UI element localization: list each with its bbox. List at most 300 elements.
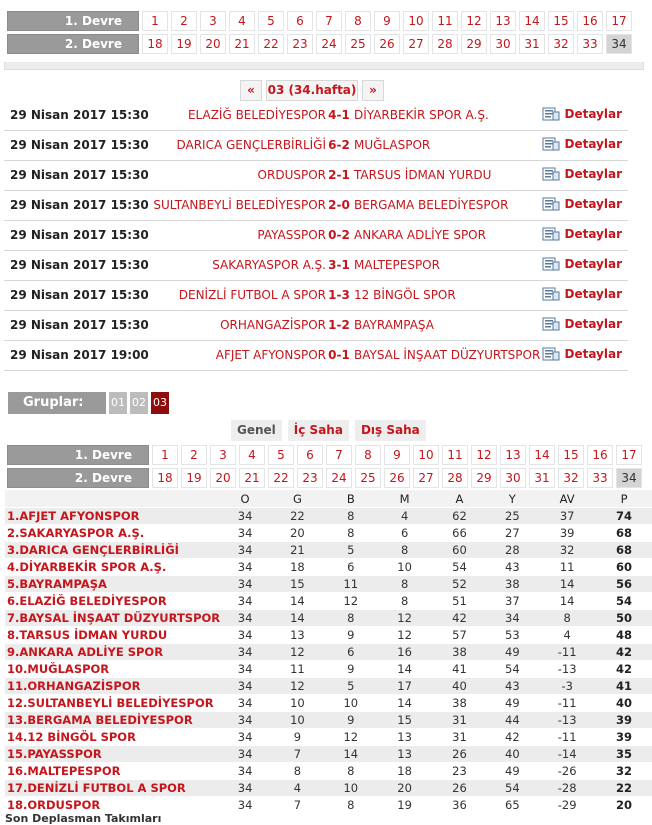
stat-cell: 14 bbox=[325, 746, 377, 762]
stat-cell: 34 bbox=[220, 576, 270, 592]
stat-cell: 12 bbox=[325, 593, 377, 609]
stat-cell: 34 bbox=[486, 610, 538, 626]
team-link[interactable]: 16.MALTEPESPOR bbox=[5, 763, 220, 779]
match-date: 29 Nisan 2017 15:30 bbox=[10, 288, 149, 302]
standings-row bbox=[5, 695, 652, 711]
standings-row bbox=[5, 542, 652, 558]
week-3-button[interactable]: 3 bbox=[210, 445, 236, 465]
group-02-button[interactable]: 02 bbox=[130, 392, 148, 414]
stat-cell: 42 bbox=[486, 729, 538, 745]
week-11-button[interactable]: 11 bbox=[442, 445, 468, 465]
stat-cell: 7 bbox=[270, 797, 325, 813]
match-details-link[interactable] bbox=[542, 317, 622, 331]
stat-cell: 8 bbox=[377, 576, 433, 592]
away-team-link[interactable]: BERGAMA BELEDİYESPOR bbox=[354, 198, 509, 212]
tab-genel[interactable]: Genel bbox=[231, 420, 282, 441]
week-29-button[interactable]: 29 bbox=[471, 468, 497, 488]
stat-cell: 23 bbox=[433, 763, 487, 779]
team-link[interactable]: 11.ORHANGAZİSPOR bbox=[5, 678, 220, 694]
devre2-row bbox=[7, 34, 632, 54]
stat-cell: 16 bbox=[377, 644, 433, 660]
standings-row bbox=[5, 763, 652, 779]
home-team-link[interactable]: ORHANGAZİSPOR bbox=[220, 318, 326, 332]
match-score[interactable]: 4-1 bbox=[328, 108, 350, 122]
document-icon bbox=[542, 317, 560, 331]
stat-cell: 34 bbox=[220, 559, 270, 575]
stat-cell: 13 bbox=[270, 627, 325, 643]
week-17-button[interactable]: 17 bbox=[616, 445, 642, 465]
match-row bbox=[4, 191, 628, 221]
week-20-button[interactable]: 20 bbox=[210, 468, 236, 488]
week-7-button[interactable]: 7 bbox=[316, 11, 342, 31]
week-27-button[interactable]: 27 bbox=[413, 468, 439, 488]
stat-cell: 53 bbox=[486, 627, 538, 643]
match-score[interactable]: 1-3 bbox=[328, 288, 350, 302]
document-icon bbox=[542, 137, 560, 151]
week-11-button[interactable]: 11 bbox=[432, 11, 458, 31]
stat-cell: 6 bbox=[377, 525, 433, 541]
match-date: 29 Nisan 2017 15:30 bbox=[10, 108, 149, 122]
devre1-row bbox=[7, 445, 642, 465]
stat-cell: 12 bbox=[325, 729, 377, 745]
week-15-button[interactable]: 15 bbox=[548, 11, 574, 31]
team-link[interactable]: 18.ORDUSPOR bbox=[5, 797, 220, 813]
week-24-button[interactable]: 24 bbox=[326, 468, 352, 488]
stat-cell: 12 bbox=[270, 644, 325, 660]
stat-cell: 49 bbox=[486, 644, 538, 660]
week-27-button[interactable]: 27 bbox=[403, 34, 429, 54]
standings-row bbox=[5, 661, 652, 677]
away-team-link[interactable]: ANKARA ADLİYE SPOR bbox=[354, 228, 486, 242]
week-8-button[interactable]: 8 bbox=[345, 11, 371, 31]
stat-cell: -26 bbox=[538, 763, 596, 779]
match-score[interactable]: 2-1 bbox=[328, 168, 350, 182]
prev-week-button[interactable]: « bbox=[240, 80, 262, 101]
week-20-button[interactable]: 20 bbox=[200, 34, 226, 54]
stat-cell: 9 bbox=[270, 729, 325, 745]
week-2-button[interactable]: 2 bbox=[181, 445, 207, 465]
stat-cell: 40 bbox=[486, 746, 538, 762]
details-label: Detaylar bbox=[564, 257, 622, 271]
stat-cell: 25 bbox=[486, 508, 538, 524]
standings-row bbox=[5, 797, 652, 813]
week-19-button[interactable]: 19 bbox=[181, 468, 207, 488]
match-score[interactable]: 6-2 bbox=[328, 138, 350, 152]
week-32-button[interactable]: 32 bbox=[558, 468, 584, 488]
stat-cell: 8 bbox=[325, 763, 377, 779]
team-link[interactable]: 10.MUĞLASPOR bbox=[5, 661, 220, 677]
stat-cell: 34 bbox=[220, 661, 270, 677]
match-row bbox=[4, 131, 628, 161]
week-13-button[interactable]: 13 bbox=[500, 445, 526, 465]
stat-cell: 26 bbox=[433, 746, 487, 762]
points-cell: 41 bbox=[596, 678, 652, 694]
away-team-link[interactable]: 12 BİNGÖL SPOR bbox=[354, 288, 456, 302]
standings-row bbox=[5, 678, 652, 694]
match-row bbox=[4, 101, 628, 131]
stat-cell: 42 bbox=[433, 610, 487, 626]
team-link[interactable]: 13.BERGAMA BELEDİYESPOR bbox=[5, 712, 220, 728]
stat-cell: 12 bbox=[377, 610, 433, 626]
standings-header-row bbox=[5, 490, 652, 507]
home-team-link[interactable]: ORDUSPOR bbox=[257, 168, 326, 182]
match-score[interactable]: 1-2 bbox=[328, 318, 350, 332]
stat-cell: 20 bbox=[377, 780, 433, 796]
home-team-link[interactable]: SAKARYASPOR A.Ş. bbox=[212, 258, 326, 272]
week-23-button[interactable]: 23 bbox=[287, 34, 313, 54]
team-link[interactable]: 2.SAKARYASPOR A.Ş. bbox=[5, 525, 220, 541]
week-2-button[interactable]: 2 bbox=[171, 11, 197, 31]
stat-cell: 18 bbox=[270, 559, 325, 575]
stat-column-header: AV bbox=[538, 490, 596, 507]
footer-text: Son Deplasman Takımları bbox=[5, 812, 162, 825]
details-label: Detaylar bbox=[564, 167, 622, 181]
week-1-button[interactable]: 1 bbox=[152, 445, 178, 465]
stat-cell: 54 bbox=[486, 780, 538, 796]
stat-cell: 31 bbox=[433, 712, 487, 728]
away-team-link[interactable]: BAYRAMPAŞA bbox=[354, 318, 434, 332]
stat-cell: 34 bbox=[220, 780, 270, 796]
away-team-link[interactable]: DİYARBEKİR SPOR A.Ş. bbox=[354, 108, 489, 122]
week-12-button[interactable]: 12 bbox=[471, 445, 497, 465]
team-link[interactable]: 3.DARICA GENÇLERBİRLİĞİ bbox=[5, 542, 220, 558]
standings-row bbox=[5, 525, 652, 541]
devre1-row bbox=[7, 11, 632, 31]
standings-row bbox=[5, 593, 652, 609]
stat-cell: 22 bbox=[270, 508, 325, 524]
stat-column-header: A bbox=[433, 490, 487, 507]
week-16-button[interactable]: 16 bbox=[587, 445, 613, 465]
home-team-link[interactable]: AFJET AFYONSPOR bbox=[215, 348, 326, 362]
week-28-button[interactable]: 28 bbox=[432, 34, 458, 54]
stat-cell: 43 bbox=[486, 678, 538, 694]
match-details-link[interactable] bbox=[542, 227, 622, 241]
document-icon bbox=[542, 197, 560, 211]
week-33-button[interactable]: 33 bbox=[577, 34, 603, 54]
week-30-button[interactable]: 30 bbox=[500, 468, 526, 488]
week-7-button[interactable]: 7 bbox=[326, 445, 352, 465]
stat-cell: 65 bbox=[486, 797, 538, 813]
team-link[interactable]: 1.AFJET AFYONSPOR bbox=[5, 508, 220, 524]
team-link[interactable]: 5.BAYRAMPAŞA bbox=[5, 576, 220, 592]
team-link[interactable]: 4.DİYARBEKİR SPOR A.Ş. bbox=[5, 559, 220, 575]
current-week-label[interactable]: 03 (34.hafta) bbox=[266, 80, 358, 101]
week-22-button[interactable]: 22 bbox=[268, 468, 294, 488]
week-17-button[interactable]: 17 bbox=[606, 11, 632, 31]
standings-table bbox=[5, 489, 652, 814]
stat-cell: 34 bbox=[220, 746, 270, 762]
week-18-button[interactable]: 18 bbox=[142, 34, 168, 54]
details-label: Detaylar bbox=[564, 197, 622, 211]
match-score[interactable]: 2-0 bbox=[328, 198, 350, 212]
standings-row bbox=[5, 508, 652, 524]
team-link[interactable]: 6.ELAZİĞ BELEDİYESPOR bbox=[5, 593, 220, 609]
details-label: Detaylar bbox=[564, 317, 622, 331]
stat-cell: 8 bbox=[538, 610, 596, 626]
stat-cell: 41 bbox=[433, 661, 487, 677]
stat-cell: 34 bbox=[220, 525, 270, 541]
points-cell: 74 bbox=[596, 508, 652, 524]
stat-cell: 40 bbox=[433, 678, 487, 694]
week-24-button[interactable]: 24 bbox=[316, 34, 342, 54]
stat-cell: 9 bbox=[325, 627, 377, 643]
points-cell: 39 bbox=[596, 712, 652, 728]
stat-cell: 51 bbox=[433, 593, 487, 609]
details-label: Detaylar bbox=[564, 227, 622, 241]
document-icon bbox=[542, 227, 560, 241]
week-21-button[interactable]: 21 bbox=[229, 34, 255, 54]
team-link[interactable]: 15.PAYASSPOR bbox=[5, 746, 220, 762]
stat-cell: 20 bbox=[270, 525, 325, 541]
tab-dis-saha[interactable]: Dış Saha bbox=[355, 420, 426, 441]
stat-column-header: Y bbox=[486, 490, 538, 507]
stat-cell: 26 bbox=[433, 780, 487, 796]
team-link[interactable]: 14.12 BİNGÖL SPOR bbox=[5, 729, 220, 745]
details-label: Detaylar bbox=[564, 137, 622, 151]
week-10-button[interactable]: 10 bbox=[403, 11, 429, 31]
match-date: 29 Nisan 2017 15:30 bbox=[10, 198, 149, 212]
stat-cell: 8 bbox=[325, 797, 377, 813]
stat-cell: 34 bbox=[220, 797, 270, 813]
stat-cell: 34 bbox=[220, 627, 270, 643]
stat-cell: 6 bbox=[325, 644, 377, 660]
stat-cell: 8 bbox=[377, 542, 433, 558]
week-21-button[interactable]: 21 bbox=[239, 468, 265, 488]
devre2-label: 2. Devre bbox=[7, 468, 149, 488]
week-31-button[interactable]: 31 bbox=[519, 34, 545, 54]
tab-ic-saha[interactable]: İç Saha bbox=[288, 420, 349, 441]
stat-cell: 14 bbox=[377, 695, 433, 711]
stat-cell: 11 bbox=[538, 559, 596, 575]
week-8-button[interactable]: 8 bbox=[355, 445, 381, 465]
stat-cell: 8 bbox=[377, 593, 433, 609]
match-date: 29 Nisan 2017 19:00 bbox=[10, 348, 149, 362]
stat-cell: 10 bbox=[270, 712, 325, 728]
stat-cell: 9 bbox=[325, 712, 377, 728]
week-14-button[interactable]: 14 bbox=[529, 445, 555, 465]
week-pager bbox=[240, 80, 384, 101]
standings-row bbox=[5, 559, 652, 575]
match-details-link[interactable] bbox=[542, 257, 622, 271]
stat-cell: 14 bbox=[270, 610, 325, 626]
week-4-button[interactable]: 4 bbox=[239, 445, 265, 465]
stat-cell: 4 bbox=[377, 508, 433, 524]
stat-cell: 44 bbox=[486, 712, 538, 728]
stat-cell: 38 bbox=[486, 576, 538, 592]
stat-cell: 8 bbox=[325, 525, 377, 541]
week-26-button[interactable]: 26 bbox=[374, 34, 400, 54]
match-details-link[interactable] bbox=[542, 347, 622, 361]
week-9-button[interactable]: 9 bbox=[374, 11, 400, 31]
group-selector bbox=[8, 392, 169, 414]
stat-cell: 12 bbox=[377, 627, 433, 643]
week-34-button[interactable]: 34 bbox=[616, 468, 642, 488]
points-cell: 60 bbox=[596, 559, 652, 575]
devre1-label: 1. Devre bbox=[7, 11, 139, 31]
stat-cell: -11 bbox=[538, 644, 596, 660]
points-cell: 56 bbox=[596, 576, 652, 592]
week-6-button[interactable]: 6 bbox=[287, 11, 313, 31]
week-25-button[interactable]: 25 bbox=[345, 34, 371, 54]
match-score[interactable]: 3-1 bbox=[328, 258, 350, 272]
stat-cell: 66 bbox=[433, 525, 487, 541]
points-cell: 35 bbox=[596, 746, 652, 762]
stat-cell: 15 bbox=[270, 576, 325, 592]
week-3-button[interactable]: 3 bbox=[200, 11, 226, 31]
standings-row bbox=[5, 644, 652, 660]
match-details-link[interactable] bbox=[542, 107, 622, 121]
week-26-button[interactable]: 26 bbox=[384, 468, 410, 488]
match-details-link[interactable] bbox=[542, 167, 622, 181]
match-row bbox=[4, 281, 628, 311]
stat-cell: 10 bbox=[325, 780, 377, 796]
away-team-link[interactable]: BAYSAL İNŞAAT DÜZYURTSPOR bbox=[354, 348, 541, 362]
match-score[interactable]: 0-2 bbox=[328, 228, 350, 242]
document-icon bbox=[542, 287, 560, 301]
home-team-link[interactable]: ELAZİĞ BELEDİYESPOR bbox=[187, 108, 326, 122]
week-5-button[interactable]: 5 bbox=[268, 445, 294, 465]
details-label: Detaylar bbox=[564, 107, 622, 121]
stat-cell: 10 bbox=[377, 559, 433, 575]
stat-cell: 11 bbox=[325, 576, 377, 592]
next-week-button[interactable]: » bbox=[362, 80, 384, 101]
details-label: Detaylar bbox=[564, 347, 622, 361]
home-team-link[interactable]: SULTANBEYLİ BELEDİYESPOR bbox=[153, 198, 326, 212]
week-34-button[interactable]: 34 bbox=[606, 34, 632, 54]
away-team-link[interactable]: MUĞLASPOR bbox=[354, 138, 431, 152]
week-33-button[interactable]: 33 bbox=[587, 468, 613, 488]
groups-label: Gruplar: bbox=[8, 392, 106, 414]
stat-cell: 43 bbox=[486, 559, 538, 575]
week-10-button[interactable]: 10 bbox=[413, 445, 439, 465]
match-date: 29 Nisan 2017 15:30 bbox=[10, 318, 149, 332]
devre2-row bbox=[7, 468, 642, 488]
match-score[interactable]: 0-1 bbox=[328, 348, 350, 362]
stat-cell: 14 bbox=[538, 576, 596, 592]
team-link[interactable]: 9.ANKARA ADLİYE SPOR bbox=[5, 644, 220, 660]
week-4-button[interactable]: 4 bbox=[229, 11, 255, 31]
week-14-button[interactable]: 14 bbox=[519, 11, 545, 31]
week-6-button[interactable]: 6 bbox=[297, 445, 323, 465]
stat-cell: 34 bbox=[220, 508, 270, 524]
match-list bbox=[4, 101, 628, 371]
points-cell: 39 bbox=[596, 729, 652, 745]
points-cell: 54 bbox=[596, 593, 652, 609]
week-29-button[interactable]: 29 bbox=[461, 34, 487, 54]
stat-cell: 13 bbox=[377, 729, 433, 745]
points-cell: 22 bbox=[596, 780, 652, 796]
away-team-link[interactable]: TARSUS İDMAN YURDU bbox=[354, 168, 492, 182]
stat-cell: -11 bbox=[538, 695, 596, 711]
stat-cell: 5 bbox=[325, 542, 377, 558]
match-details-link[interactable] bbox=[542, 137, 622, 151]
stat-cell: 34 bbox=[220, 729, 270, 745]
match-row bbox=[4, 311, 628, 341]
week-28-button[interactable]: 28 bbox=[442, 468, 468, 488]
group-03-button[interactable]: 03 bbox=[151, 392, 169, 414]
stat-cell: 9 bbox=[325, 661, 377, 677]
stat-cell: 10 bbox=[325, 695, 377, 711]
stat-cell: 14 bbox=[538, 593, 596, 609]
week-22-button[interactable]: 22 bbox=[258, 34, 284, 54]
points-cell: 40 bbox=[596, 695, 652, 711]
stat-cell: 49 bbox=[486, 763, 538, 779]
week-23-button[interactable]: 23 bbox=[297, 468, 323, 488]
week-12-button[interactable]: 12 bbox=[461, 11, 487, 31]
stat-column-header: P bbox=[596, 490, 652, 507]
document-icon bbox=[542, 167, 560, 181]
stat-cell: 31 bbox=[433, 729, 487, 745]
stat-cell: 7 bbox=[270, 746, 325, 762]
stat-cell: 8 bbox=[325, 610, 377, 626]
away-team-link[interactable]: MALTEPESPOR bbox=[354, 258, 440, 272]
week-19-button[interactable]: 19 bbox=[171, 34, 197, 54]
stat-cell: 36 bbox=[433, 797, 487, 813]
stat-cell: 37 bbox=[486, 593, 538, 609]
week-31-button[interactable]: 31 bbox=[529, 468, 555, 488]
week-9-button[interactable]: 9 bbox=[384, 445, 410, 465]
week-30-button[interactable]: 30 bbox=[490, 34, 516, 54]
week-18-button[interactable]: 18 bbox=[152, 468, 178, 488]
home-team-link[interactable]: PAYASSPOR bbox=[257, 228, 326, 242]
stat-cell: 32 bbox=[538, 542, 596, 558]
team-link[interactable]: 7.BAYSAL İNŞAAT DÜZYURTSPOR bbox=[7, 611, 221, 625]
match-date: 29 Nisan 2017 15:30 bbox=[10, 258, 149, 272]
devre1-label: 1. Devre bbox=[7, 445, 149, 465]
stat-cell: 34 bbox=[220, 712, 270, 728]
stat-cell: 8 bbox=[325, 508, 377, 524]
week-25-button[interactable]: 25 bbox=[355, 468, 381, 488]
team-link[interactable]: 17.DENİZLİ FUTBOL A SPOR bbox=[5, 780, 220, 796]
stat-cell: 10 bbox=[270, 695, 325, 711]
team-link[interactable]: 12.SULTANBEYLİ BELEDİYESPOR bbox=[5, 695, 220, 711]
stat-cell: 38 bbox=[433, 644, 487, 660]
points-cell: 68 bbox=[596, 542, 652, 558]
week-16-button[interactable]: 16 bbox=[577, 11, 603, 31]
match-row bbox=[4, 341, 628, 371]
stat-cell: 34 bbox=[220, 695, 270, 711]
week-15-button[interactable]: 15 bbox=[558, 445, 584, 465]
stat-cell: 17 bbox=[377, 678, 433, 694]
match-date: 29 Nisan 2017 15:30 bbox=[10, 228, 149, 242]
week-1-button[interactable]: 1 bbox=[142, 11, 168, 31]
standings-row bbox=[5, 610, 652, 626]
home-team-link[interactable]: DARICA GENÇLERBİRLİĞİ bbox=[176, 138, 326, 152]
standings-row bbox=[5, 729, 652, 745]
home-team-link[interactable]: DENİZLİ FUTBOL A SPOR bbox=[178, 288, 326, 302]
stat-cell: 14 bbox=[270, 593, 325, 609]
match-details-link[interactable] bbox=[542, 197, 622, 211]
week-selector-top bbox=[4, 8, 635, 57]
standings-row bbox=[5, 712, 652, 728]
standings-row bbox=[5, 627, 652, 643]
match-details-link[interactable] bbox=[542, 287, 622, 301]
week-5-button[interactable]: 5 bbox=[258, 11, 284, 31]
team-link[interactable]: 8.TARSUS İDMAN YURDU bbox=[5, 627, 220, 643]
stat-cell: 62 bbox=[433, 508, 487, 524]
standings-row bbox=[5, 746, 652, 762]
group-01-button[interactable]: 01 bbox=[109, 392, 127, 414]
stat-cell: 34 bbox=[220, 593, 270, 609]
stat-cell: 21 bbox=[270, 542, 325, 558]
stat-cell: 4 bbox=[270, 780, 325, 796]
stat-column-header: M bbox=[377, 490, 433, 507]
points-cell: 42 bbox=[596, 661, 652, 677]
stat-cell: 60 bbox=[433, 542, 487, 558]
stat-cell: 4 bbox=[538, 627, 596, 643]
week-32-button[interactable]: 32 bbox=[548, 34, 574, 54]
week-13-button[interactable]: 13 bbox=[490, 11, 516, 31]
